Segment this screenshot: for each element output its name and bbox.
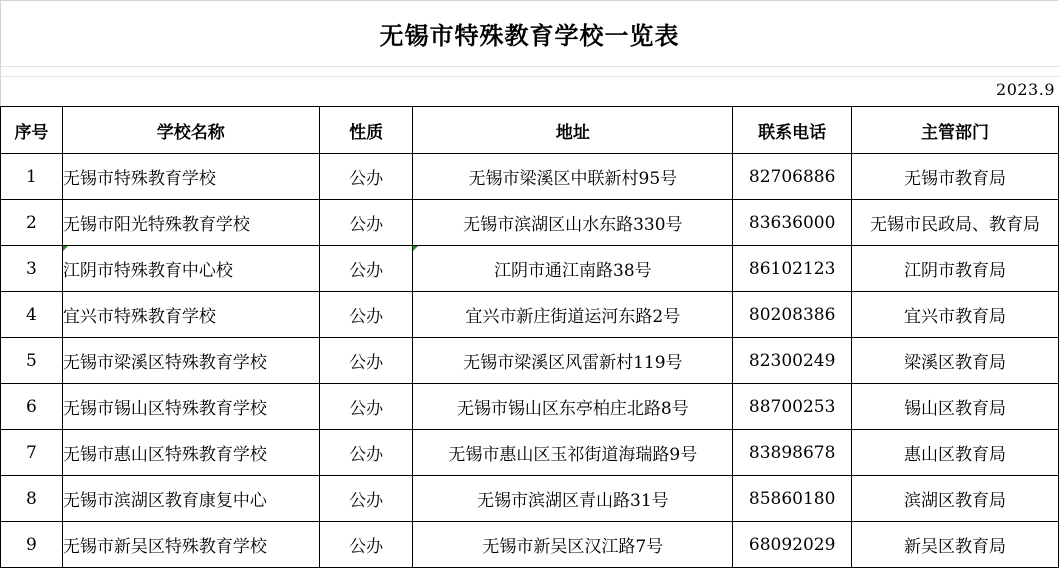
cell-department[interactable]: 滨湖区教育局	[852, 476, 1059, 522]
cell-phone[interactable]: 85860180	[733, 476, 852, 522]
header-phone[interactable]: 联系电话	[733, 107, 852, 154]
cell-address[interactable]: 无锡市滨湖区山水东路330号	[413, 200, 733, 246]
cell-type[interactable]: 公办	[319, 154, 413, 200]
table-row	[1, 246, 1059, 292]
cell-index[interactable]: 8	[1, 476, 63, 522]
blank-row[interactable]	[0, 66, 1059, 76]
cell-department[interactable]: 无锡市教育局	[852, 154, 1059, 200]
cell-address[interactable]: 无锡市惠山区玉祁街道海瑞路9号	[413, 430, 733, 476]
cell-school-name[interactable]: 无锡市惠山区特殊教育学校	[62, 430, 319, 476]
cell-index[interactable]: 5	[1, 338, 63, 384]
cell-school-name[interactable]: 无锡市新吴区特殊教育学校	[62, 522, 319, 568]
table-row	[1, 522, 1059, 568]
page-title: 无锡市特殊教育学校一览表	[379, 22, 680, 50]
cell-phone[interactable]: 82300249	[733, 338, 852, 384]
header-school-name[interactable]: 学校名称	[62, 107, 319, 154]
cell-phone[interactable]: 82706886	[733, 154, 852, 200]
cell-phone[interactable]: 86102123	[733, 246, 852, 292]
cell-index[interactable]: 3	[1, 246, 63, 292]
cell-address[interactable]: 江阴市通江南路38号	[413, 246, 733, 292]
cell-school-name[interactable]: 宜兴市特殊教育学校	[62, 292, 319, 338]
cell-phone[interactable]: 83636000	[733, 200, 852, 246]
header-type[interactable]: 性质	[319, 107, 413, 154]
cell-school-name[interactable]: 无锡市阳光特殊教育学校	[62, 200, 319, 246]
date-label: 2023.9	[996, 80, 1055, 99]
cell-index[interactable]: 1	[1, 154, 63, 200]
cell-index[interactable]: 9	[1, 522, 63, 568]
cell-department[interactable]: 锡山区教育局	[852, 384, 1059, 430]
table-row	[1, 384, 1059, 430]
cell-type[interactable]: 公办	[319, 200, 413, 246]
cell-type[interactable]: 公办	[319, 292, 413, 338]
cell-department[interactable]: 梁溪区教育局	[852, 338, 1059, 384]
cell-type[interactable]: 公办	[319, 384, 413, 430]
table-row	[1, 292, 1059, 338]
header-department[interactable]: 主管部门	[852, 107, 1059, 154]
cell-type[interactable]: 公办	[319, 338, 413, 384]
cell-department[interactable]: 宜兴市教育局	[852, 292, 1059, 338]
date-row[interactable]	[0, 76, 1059, 106]
cell-phone[interactable]: 83898678	[733, 430, 852, 476]
cell-department[interactable]: 江阴市教育局	[852, 246, 1059, 292]
table-row	[1, 476, 1059, 522]
cell-phone[interactable]: 88700253	[733, 384, 852, 430]
cell-index[interactable]: 2	[1, 200, 63, 246]
cell-index[interactable]: 6	[1, 384, 63, 430]
cell-address[interactable]: 无锡市梁溪区中联新村95号	[413, 154, 733, 200]
cell-address[interactable]: 无锡市滨湖区青山路31号	[413, 476, 733, 522]
title-row[interactable]	[0, 0, 1058, 66]
cell-type[interactable]: 公办	[319, 430, 413, 476]
header-index[interactable]: 序号	[1, 107, 63, 154]
cell-department[interactable]: 无锡市民政局、教育局	[852, 200, 1059, 246]
cell-address[interactable]: 无锡市锡山区东亭柏庄北路8号	[413, 384, 733, 430]
table-row	[1, 200, 1059, 246]
header-address[interactable]: 地址	[413, 107, 733, 154]
table-row	[1, 154, 1059, 200]
cell-school-name[interactable]: 无锡市滨湖区教育康复中心	[62, 476, 319, 522]
cell-type[interactable]: 公办	[319, 246, 413, 292]
cell-type[interactable]: 公办	[319, 522, 413, 568]
cell-address[interactable]: 宜兴市新庄街道运河东路2号	[413, 292, 733, 338]
cell-school-name[interactable]: 无锡市锡山区特殊教育学校	[62, 384, 319, 430]
cell-school-name[interactable]: 无锡市梁溪区特殊教育学校	[62, 338, 319, 384]
cell-address[interactable]: 无锡市新吴区汉江路7号	[413, 522, 733, 568]
cell-address[interactable]: 无锡市梁溪区风雷新村119号	[413, 338, 733, 384]
cell-school-name[interactable]: 江阴市特殊教育中心校	[62, 246, 319, 292]
cell-school-name[interactable]: 无锡市特殊教育学校	[62, 154, 319, 200]
cell-phone[interactable]: 68092029	[733, 522, 852, 568]
cell-department[interactable]: 新吴区教育局	[852, 522, 1059, 568]
schools-table	[0, 106, 1059, 568]
table-header-row	[1, 107, 1059, 154]
cell-index[interactable]: 7	[1, 430, 63, 476]
cell-type[interactable]: 公办	[319, 476, 413, 522]
cell-index[interactable]: 4	[1, 292, 63, 338]
table-row	[1, 430, 1059, 476]
cell-department[interactable]: 惠山区教育局	[852, 430, 1059, 476]
table-row	[1, 338, 1059, 384]
cell-phone[interactable]: 80208386	[733, 292, 852, 338]
